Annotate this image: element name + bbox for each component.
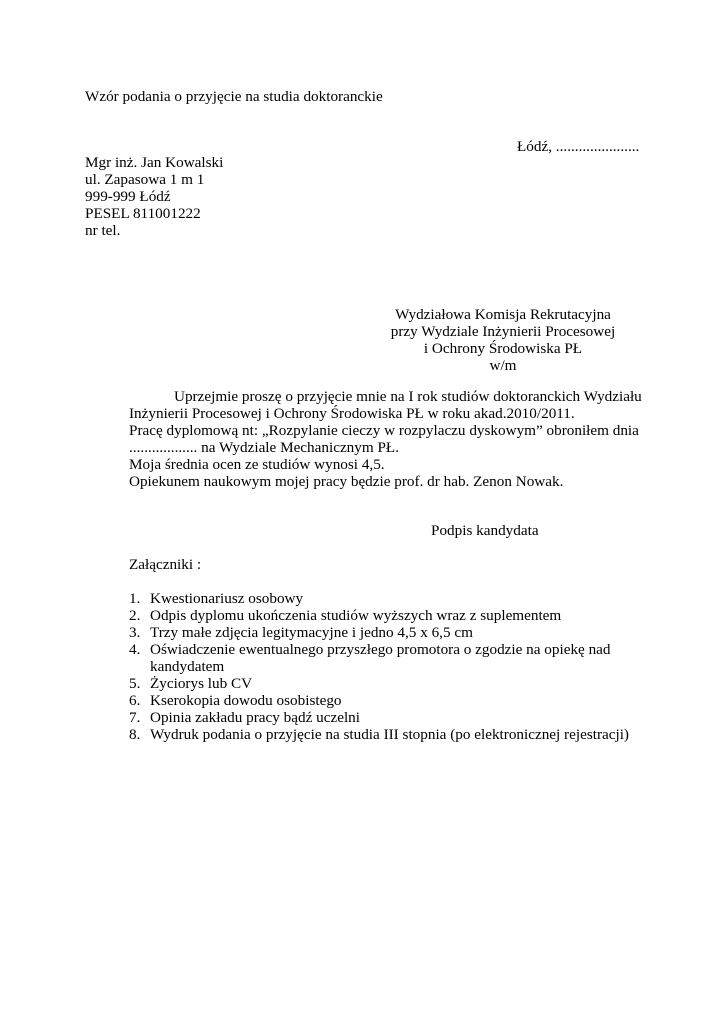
- body-line: Inżynierii Procesowej i Ochrony Środowiska PŁ w roku akad.2010/2011.: [129, 405, 575, 422]
- list-item-text: Odpis dyplomu ukończenia studiów wyższych wraz z suplementem: [150, 607, 562, 624]
- list-item: [129, 726, 629, 743]
- list-item-text: Wydruk podania o przyjęcie na studia III stopnia (po elektronicznej rejestracji): [150, 726, 629, 743]
- list-item-text: Życiorys lub CV: [150, 675, 253, 692]
- sender-name: Mgr inż. Jan Kowalski: [85, 154, 224, 171]
- body-line: Opiekunem naukowym mojej pracy będzie prof. dr hab. Zenon Nowak.: [129, 473, 564, 490]
- list-item: [129, 641, 629, 675]
- body-line: Uprzejmie proszę o przyjęcie mnie na I rok studiów doktoranckich Wydziału: [174, 388, 642, 405]
- list-item: [129, 624, 629, 641]
- list-item-text: Trzy małe zdjęcia legitymacyjne i jedno 4,5 x 6,5 cm: [150, 624, 473, 641]
- document-title: Wzór podania o przyjęcie na studia doktoranckie: [85, 88, 383, 105]
- body-line: Pracę dyplomową nt: „Rozpylanie cieczy w rozpylaczu dyskowym” obroniłem dnia: [129, 422, 639, 439]
- list-item-text: Kwestionariusz osobowy: [150, 590, 304, 607]
- list-item-number: 1.: [129, 590, 141, 607]
- list-item: [129, 607, 629, 624]
- list-item-number: 7.: [129, 709, 141, 726]
- list-item-number: 2.: [129, 607, 141, 624]
- body-line: Moja średnia ocen ze studiów wynosi 4,5.: [129, 456, 385, 473]
- letter-body: [129, 388, 642, 490]
- addressee-block: [376, 306, 630, 374]
- list-item-text: Opinia zakładu pracy bądź uczelni: [150, 709, 360, 726]
- place-date: Łódź, ......................: [517, 138, 640, 155]
- attachments-title: Załączniki :: [129, 556, 202, 573]
- sender-pesel: PESEL 811001222: [85, 205, 201, 222]
- sender-street: ul. Zapasowa 1 m 1: [85, 171, 205, 188]
- list-item-number: 6.: [129, 692, 141, 709]
- list-item-number: 8.: [129, 726, 141, 743]
- addressee-line: Wydziałowa Komisja Rekrutacyjna: [395, 306, 611, 323]
- list-item-text: Kserokopia dowodu osobistego: [150, 692, 342, 709]
- list-item: [129, 709, 629, 726]
- list-item: [129, 675, 629, 692]
- addressee-line: i Ochrony Środowiska PŁ: [423, 340, 583, 357]
- list-item-number: 4.: [129, 641, 141, 658]
- attachments-list: [129, 590, 629, 743]
- signature-label: Podpis kandydata: [431, 522, 539, 539]
- list-item-number: 5.: [129, 675, 141, 692]
- sender-phone: nr tel.: [85, 222, 121, 239]
- list-item-number: 3.: [129, 624, 141, 641]
- list-item: [129, 590, 629, 607]
- list-item: [129, 692, 629, 709]
- addressee-line: przy Wydziale Inżynierii Procesowej: [390, 323, 616, 340]
- list-item-text: Oświadczenie ewentualnego przyszłego promotora o zgodzie na opiekę nad: [150, 641, 611, 658]
- list-item-text-continued: kandydatem: [150, 658, 225, 675]
- sender-block: [85, 154, 223, 239]
- addressee-line: w/m: [489, 357, 517, 374]
- body-line: .................. na Wydziale Mechanicznym PŁ.: [129, 439, 399, 456]
- sender-city: 999-999 Łódź: [85, 188, 171, 205]
